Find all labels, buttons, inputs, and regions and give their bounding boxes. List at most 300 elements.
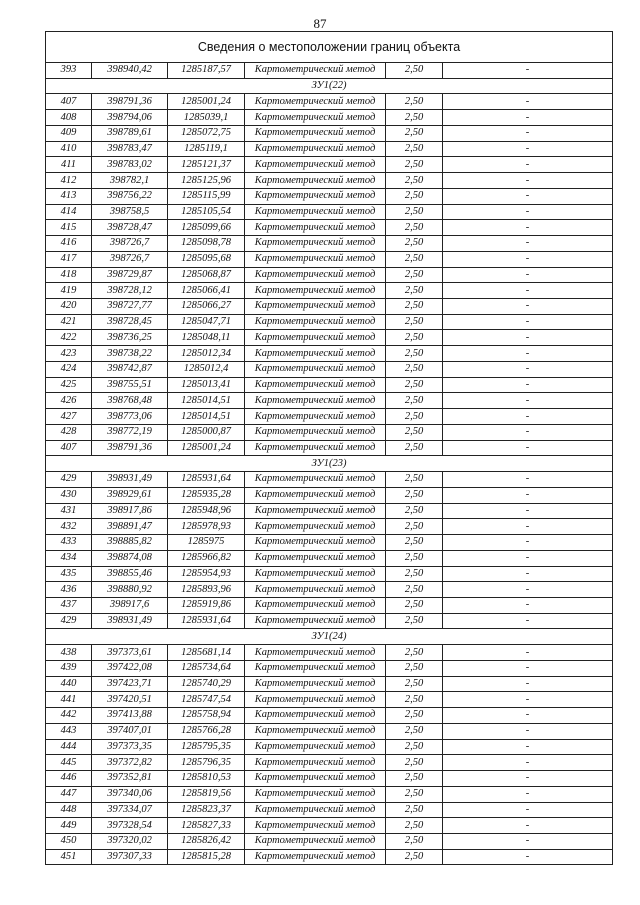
y-coordinate-cell: 1285810,53 xyxy=(168,771,245,787)
accuracy-cell: 2,50 xyxy=(386,393,443,409)
method-cell: Картометрический метод xyxy=(245,613,386,629)
y-coordinate-cell: 1285954,93 xyxy=(168,566,245,582)
section-row xyxy=(46,629,613,645)
note-cell: - xyxy=(443,157,613,173)
point-number-cell: 412 xyxy=(46,173,92,189)
note-cell: - xyxy=(443,220,613,236)
y-coordinate-cell: 1285013,41 xyxy=(168,377,245,393)
table-row xyxy=(46,692,613,708)
point-number-cell: 447 xyxy=(46,786,92,802)
y-coordinate-cell: 1285796,35 xyxy=(168,755,245,771)
table-row xyxy=(46,63,613,79)
y-coordinate-cell: 1285187,57 xyxy=(168,63,245,79)
table-row xyxy=(46,409,613,425)
method-cell: Картометрический метод xyxy=(245,755,386,771)
note-cell: - xyxy=(443,692,613,708)
y-coordinate-cell: 1285948,96 xyxy=(168,503,245,519)
y-coordinate-cell: 1285758,94 xyxy=(168,708,245,724)
accuracy-cell: 2,50 xyxy=(386,299,443,315)
note-cell: - xyxy=(443,613,613,629)
y-coordinate-cell: 1285001,24 xyxy=(168,440,245,456)
table-row xyxy=(46,645,613,661)
x-coordinate-cell: 398891,47 xyxy=(92,519,168,535)
point-number-cell: 429 xyxy=(46,472,92,488)
y-coordinate-cell: 1285747,54 xyxy=(168,692,245,708)
method-cell: Картометрический метод xyxy=(245,110,386,126)
point-number-cell: 415 xyxy=(46,220,92,236)
method-cell: Картометрический метод xyxy=(245,739,386,755)
method-cell: Картометрический метод xyxy=(245,472,386,488)
y-coordinate-cell: 1285966,82 xyxy=(168,550,245,566)
x-coordinate-cell: 397420,51 xyxy=(92,692,168,708)
table-row xyxy=(46,125,613,141)
x-coordinate-cell: 398727,77 xyxy=(92,299,168,315)
table-row xyxy=(46,472,613,488)
table-row xyxy=(46,330,613,346)
method-cell: Картометрический метод xyxy=(245,141,386,157)
point-number-cell: 451 xyxy=(46,849,92,865)
method-cell: Картометрический метод xyxy=(245,283,386,299)
x-coordinate-cell: 398772,19 xyxy=(92,424,168,440)
note-cell: - xyxy=(443,849,613,865)
note-cell: - xyxy=(443,708,613,724)
y-coordinate-cell: 1285105,54 xyxy=(168,204,245,220)
accuracy-cell: 2,50 xyxy=(386,267,443,283)
accuracy-cell: 2,50 xyxy=(386,755,443,771)
table-row xyxy=(46,535,613,551)
table-row xyxy=(46,582,613,598)
accuracy-cell: 2,50 xyxy=(386,94,443,110)
method-cell: Картометрический метод xyxy=(245,582,386,598)
accuracy-cell: 2,50 xyxy=(386,849,443,865)
point-number-cell: 409 xyxy=(46,125,92,141)
method-cell: Картометрический метод xyxy=(245,692,386,708)
point-number-cell: 435 xyxy=(46,566,92,582)
y-coordinate-cell: 1285047,71 xyxy=(168,314,245,330)
point-number-cell: 450 xyxy=(46,833,92,849)
note-cell: - xyxy=(443,723,613,739)
method-cell: Картометрический метод xyxy=(245,849,386,865)
x-coordinate-cell: 398929,61 xyxy=(92,487,168,503)
point-number-cell: 434 xyxy=(46,550,92,566)
note-cell: - xyxy=(443,487,613,503)
method-cell: Картометрический метод xyxy=(245,771,386,787)
note-cell: - xyxy=(443,660,613,676)
table-row xyxy=(46,597,613,613)
method-cell: Картометрический метод xyxy=(245,409,386,425)
x-coordinate-cell: 398726,7 xyxy=(92,236,168,252)
y-coordinate-cell: 1285099,66 xyxy=(168,220,245,236)
x-coordinate-cell: 398736,25 xyxy=(92,330,168,346)
accuracy-cell: 2,50 xyxy=(386,283,443,299)
x-coordinate-cell: 398931,49 xyxy=(92,472,168,488)
point-number-cell: 427 xyxy=(46,409,92,425)
table-row xyxy=(46,251,613,267)
x-coordinate-cell: 397307,33 xyxy=(92,849,168,865)
table-row xyxy=(46,267,613,283)
method-cell: Картометрический метод xyxy=(245,597,386,613)
method-cell: Картометрический метод xyxy=(245,393,386,409)
point-number-cell: 444 xyxy=(46,739,92,755)
table-row xyxy=(46,204,613,220)
note-cell: - xyxy=(443,173,613,189)
table-row xyxy=(46,110,613,126)
method-cell: Картометрический метод xyxy=(245,204,386,220)
point-number-cell: 411 xyxy=(46,157,92,173)
table-row xyxy=(46,220,613,236)
note-cell: - xyxy=(443,314,613,330)
point-number-cell: 446 xyxy=(46,771,92,787)
x-coordinate-cell: 397334,07 xyxy=(92,802,168,818)
y-coordinate-cell: 1285098,78 xyxy=(168,236,245,252)
method-cell: Картометрический метод xyxy=(245,346,386,362)
y-coordinate-cell: 1285826,42 xyxy=(168,833,245,849)
table-row xyxy=(46,723,613,739)
method-cell: Картометрический метод xyxy=(245,424,386,440)
note-cell: - xyxy=(443,676,613,692)
note-cell: - xyxy=(443,833,613,849)
point-number-cell: 440 xyxy=(46,676,92,692)
y-coordinate-cell: 1285978,93 xyxy=(168,519,245,535)
point-number-cell: 410 xyxy=(46,141,92,157)
point-number-cell: 445 xyxy=(46,755,92,771)
x-coordinate-cell: 398931,49 xyxy=(92,613,168,629)
y-coordinate-cell: 1285119,1 xyxy=(168,141,245,157)
y-coordinate-cell: 1285935,28 xyxy=(168,487,245,503)
method-cell: Картометрический метод xyxy=(245,330,386,346)
accuracy-cell: 2,50 xyxy=(386,188,443,204)
method-cell: Картометрический метод xyxy=(245,267,386,283)
y-coordinate-cell: 1285823,37 xyxy=(168,802,245,818)
table-header-row xyxy=(46,32,613,63)
accuracy-cell: 2,50 xyxy=(386,314,443,330)
point-number-cell: 431 xyxy=(46,503,92,519)
point-number-cell: 421 xyxy=(46,314,92,330)
section-row xyxy=(46,78,613,94)
note-cell: - xyxy=(443,550,613,566)
accuracy-cell: 2,50 xyxy=(386,173,443,189)
y-coordinate-cell: 1285740,29 xyxy=(168,676,245,692)
table-row xyxy=(46,519,613,535)
accuracy-cell: 2,50 xyxy=(386,582,443,598)
method-cell: Картометрический метод xyxy=(245,566,386,582)
point-number-cell: 448 xyxy=(46,802,92,818)
note-cell: - xyxy=(443,535,613,551)
accuracy-cell: 2,50 xyxy=(386,660,443,676)
note-cell: - xyxy=(443,110,613,126)
accuracy-cell: 2,50 xyxy=(386,550,443,566)
accuracy-cell: 2,50 xyxy=(386,330,443,346)
point-number-cell: 449 xyxy=(46,818,92,834)
y-coordinate-cell: 1285066,27 xyxy=(168,299,245,315)
accuracy-cell: 2,50 xyxy=(386,503,443,519)
y-coordinate-cell: 1285893,96 xyxy=(168,582,245,598)
x-coordinate-cell: 397352,81 xyxy=(92,771,168,787)
note-cell: - xyxy=(443,597,613,613)
table-row xyxy=(46,424,613,440)
point-number-cell: 417 xyxy=(46,251,92,267)
note-cell: - xyxy=(443,818,613,834)
accuracy-cell: 2,50 xyxy=(386,409,443,425)
note-cell: - xyxy=(443,771,613,787)
y-coordinate-cell: 1285919,86 xyxy=(168,597,245,613)
x-coordinate-cell: 398782,1 xyxy=(92,173,168,189)
y-coordinate-cell: 1285014,51 xyxy=(168,409,245,425)
method-cell: Картометрический метод xyxy=(245,487,386,503)
method-cell: Картометрический метод xyxy=(245,440,386,456)
y-coordinate-cell: 1285795,35 xyxy=(168,739,245,755)
point-number-cell: 425 xyxy=(46,377,92,393)
table-row xyxy=(46,833,613,849)
x-coordinate-cell: 398783,47 xyxy=(92,141,168,157)
accuracy-cell: 2,50 xyxy=(386,818,443,834)
point-number-cell: 413 xyxy=(46,188,92,204)
accuracy-cell: 2,50 xyxy=(386,377,443,393)
table-row xyxy=(46,314,613,330)
point-number-cell: 437 xyxy=(46,597,92,613)
x-coordinate-cell: 398789,61 xyxy=(92,125,168,141)
x-coordinate-cell: 398726,7 xyxy=(92,251,168,267)
table-row xyxy=(46,157,613,173)
accuracy-cell: 2,50 xyxy=(386,519,443,535)
table-header: Сведения о местоположении границ объекта xyxy=(46,32,613,63)
method-cell: Картометрический метод xyxy=(245,818,386,834)
accuracy-cell: 2,50 xyxy=(386,361,443,377)
y-coordinate-cell: 1285827,33 xyxy=(168,818,245,834)
accuracy-cell: 2,50 xyxy=(386,802,443,818)
note-cell: - xyxy=(443,188,613,204)
table-row xyxy=(46,660,613,676)
accuracy-cell: 2,50 xyxy=(386,566,443,582)
boundary-table xyxy=(45,31,613,865)
method-cell: Картометрический метод xyxy=(245,676,386,692)
table-row xyxy=(46,283,613,299)
table-row xyxy=(46,299,613,315)
accuracy-cell: 2,50 xyxy=(386,157,443,173)
method-cell: Картометрический метод xyxy=(245,833,386,849)
accuracy-cell: 2,50 xyxy=(386,739,443,755)
table-row xyxy=(46,802,613,818)
section-title: ЗУ1(23) xyxy=(46,456,613,472)
method-cell: Картометрический метод xyxy=(245,94,386,110)
x-coordinate-cell: 397422,08 xyxy=(92,660,168,676)
point-number-cell: 407 xyxy=(46,94,92,110)
point-number-cell: 414 xyxy=(46,204,92,220)
table-row xyxy=(46,676,613,692)
note-cell: - xyxy=(443,503,613,519)
method-cell: Картометрический метод xyxy=(245,550,386,566)
y-coordinate-cell: 1285931,64 xyxy=(168,613,245,629)
y-coordinate-cell: 1285734,64 xyxy=(168,660,245,676)
y-coordinate-cell: 1285014,51 xyxy=(168,393,245,409)
accuracy-cell: 2,50 xyxy=(386,692,443,708)
table-row xyxy=(46,503,613,519)
section-title: ЗУ1(24) xyxy=(46,629,613,645)
x-coordinate-cell: 398880,92 xyxy=(92,582,168,598)
x-coordinate-cell: 397320,02 xyxy=(92,833,168,849)
accuracy-cell: 2,50 xyxy=(386,597,443,613)
point-number-cell: 428 xyxy=(46,424,92,440)
table-row xyxy=(46,188,613,204)
point-number-cell: 423 xyxy=(46,346,92,362)
table-row xyxy=(46,236,613,252)
y-coordinate-cell: 1285001,24 xyxy=(168,94,245,110)
method-cell: Картометрический метод xyxy=(245,299,386,315)
note-cell: - xyxy=(443,283,613,299)
method-cell: Картометрический метод xyxy=(245,645,386,661)
point-number-cell: 436 xyxy=(46,582,92,598)
method-cell: Картометрический метод xyxy=(245,660,386,676)
point-number-cell: 433 xyxy=(46,535,92,551)
table-row xyxy=(46,440,613,456)
section-title: ЗУ1(22) xyxy=(46,78,613,94)
accuracy-cell: 2,50 xyxy=(386,346,443,362)
note-cell: - xyxy=(443,330,613,346)
method-cell: Картометрический метод xyxy=(245,802,386,818)
x-coordinate-cell: 397340,06 xyxy=(92,786,168,802)
accuracy-cell: 2,50 xyxy=(386,125,443,141)
x-coordinate-cell: 397328,54 xyxy=(92,818,168,834)
x-coordinate-cell: 398874,08 xyxy=(92,550,168,566)
x-coordinate-cell: 398917,86 xyxy=(92,503,168,519)
x-coordinate-cell: 398768,48 xyxy=(92,393,168,409)
note-cell: - xyxy=(443,409,613,425)
method-cell: Картометрический метод xyxy=(245,236,386,252)
method-cell: Картометрический метод xyxy=(245,723,386,739)
y-coordinate-cell: 1285681,14 xyxy=(168,645,245,661)
method-cell: Картометрический метод xyxy=(245,173,386,189)
point-number-cell: 419 xyxy=(46,283,92,299)
table-row xyxy=(46,550,613,566)
note-cell: - xyxy=(443,786,613,802)
note-cell: - xyxy=(443,739,613,755)
note-cell: - xyxy=(443,566,613,582)
point-number-cell: 418 xyxy=(46,267,92,283)
note-cell: - xyxy=(443,204,613,220)
note-cell: - xyxy=(443,141,613,157)
accuracy-cell: 2,50 xyxy=(386,833,443,849)
note-cell: - xyxy=(443,236,613,252)
y-coordinate-cell: 1285931,64 xyxy=(168,472,245,488)
accuracy-cell: 2,50 xyxy=(386,141,443,157)
note-cell: - xyxy=(443,267,613,283)
note-cell: - xyxy=(443,802,613,818)
x-coordinate-cell: 398917,6 xyxy=(92,597,168,613)
y-coordinate-cell: 1285072,75 xyxy=(168,125,245,141)
x-coordinate-cell: 397413,88 xyxy=(92,708,168,724)
table-row xyxy=(46,739,613,755)
accuracy-cell: 2,50 xyxy=(386,424,443,440)
point-number-cell: 407 xyxy=(46,440,92,456)
accuracy-cell: 2,50 xyxy=(386,723,443,739)
note-cell: - xyxy=(443,393,613,409)
y-coordinate-cell: 1285000,87 xyxy=(168,424,245,440)
note-cell: - xyxy=(443,251,613,267)
point-number-cell: 416 xyxy=(46,236,92,252)
accuracy-cell: 2,50 xyxy=(386,204,443,220)
x-coordinate-cell: 398794,06 xyxy=(92,110,168,126)
accuracy-cell: 2,50 xyxy=(386,613,443,629)
point-number-cell: 439 xyxy=(46,660,92,676)
method-cell: Картометрический метод xyxy=(245,188,386,204)
table-row xyxy=(46,173,613,189)
accuracy-cell: 2,50 xyxy=(386,708,443,724)
accuracy-cell: 2,50 xyxy=(386,63,443,79)
y-coordinate-cell: 1285975 xyxy=(168,535,245,551)
x-coordinate-cell: 398728,45 xyxy=(92,314,168,330)
x-coordinate-cell: 398758,5 xyxy=(92,204,168,220)
y-coordinate-cell: 1285819,56 xyxy=(168,786,245,802)
method-cell: Картометрический метод xyxy=(245,786,386,802)
x-coordinate-cell: 397407,01 xyxy=(92,723,168,739)
page-number: 87 xyxy=(313,16,327,31)
y-coordinate-cell: 1285095,68 xyxy=(168,251,245,267)
note-cell: - xyxy=(443,440,613,456)
accuracy-cell: 2,50 xyxy=(386,251,443,267)
point-number-cell: 430 xyxy=(46,487,92,503)
accuracy-cell: 2,50 xyxy=(386,110,443,126)
table-row xyxy=(46,377,613,393)
method-cell: Картометрический метод xyxy=(245,519,386,535)
method-cell: Картометрический метод xyxy=(245,377,386,393)
x-coordinate-cell: 398728,47 xyxy=(92,220,168,236)
method-cell: Картометрический метод xyxy=(245,503,386,519)
point-number-cell: 393 xyxy=(46,63,92,79)
note-cell: - xyxy=(443,519,613,535)
y-coordinate-cell: 1285012,34 xyxy=(168,346,245,362)
table-row xyxy=(46,346,613,362)
note-cell: - xyxy=(443,63,613,79)
note-cell: - xyxy=(443,755,613,771)
table-row xyxy=(46,566,613,582)
section-row xyxy=(46,456,613,472)
table-row xyxy=(46,361,613,377)
method-cell: Картометрический метод xyxy=(245,314,386,330)
note-cell: - xyxy=(443,299,613,315)
note-cell: - xyxy=(443,424,613,440)
y-coordinate-cell: 1285048,11 xyxy=(168,330,245,346)
y-coordinate-cell: 1285066,41 xyxy=(168,283,245,299)
x-coordinate-cell: 398885,82 xyxy=(92,535,168,551)
y-coordinate-cell: 1285125,96 xyxy=(168,173,245,189)
x-coordinate-cell: 397423,71 xyxy=(92,676,168,692)
method-cell: Картометрический метод xyxy=(245,535,386,551)
table-row xyxy=(46,708,613,724)
point-number-cell: 432 xyxy=(46,519,92,535)
y-coordinate-cell: 1285068,87 xyxy=(168,267,245,283)
x-coordinate-cell: 398738,22 xyxy=(92,346,168,362)
accuracy-cell: 2,50 xyxy=(386,771,443,787)
accuracy-cell: 2,50 xyxy=(386,645,443,661)
x-coordinate-cell: 398791,36 xyxy=(92,94,168,110)
accuracy-cell: 2,50 xyxy=(386,220,443,236)
accuracy-cell: 2,50 xyxy=(386,786,443,802)
x-coordinate-cell: 397372,82 xyxy=(92,755,168,771)
method-cell: Картометрический метод xyxy=(245,251,386,267)
note-cell: - xyxy=(443,377,613,393)
y-coordinate-cell: 1285115,99 xyxy=(168,188,245,204)
table-row xyxy=(46,771,613,787)
method-cell: Картометрический метод xyxy=(245,220,386,236)
point-number-cell: 443 xyxy=(46,723,92,739)
accuracy-cell: 2,50 xyxy=(386,472,443,488)
note-cell: - xyxy=(443,645,613,661)
x-coordinate-cell: 398855,46 xyxy=(92,566,168,582)
point-number-cell: 408 xyxy=(46,110,92,126)
x-coordinate-cell: 397373,35 xyxy=(92,739,168,755)
table-row xyxy=(46,755,613,771)
table-row xyxy=(46,141,613,157)
